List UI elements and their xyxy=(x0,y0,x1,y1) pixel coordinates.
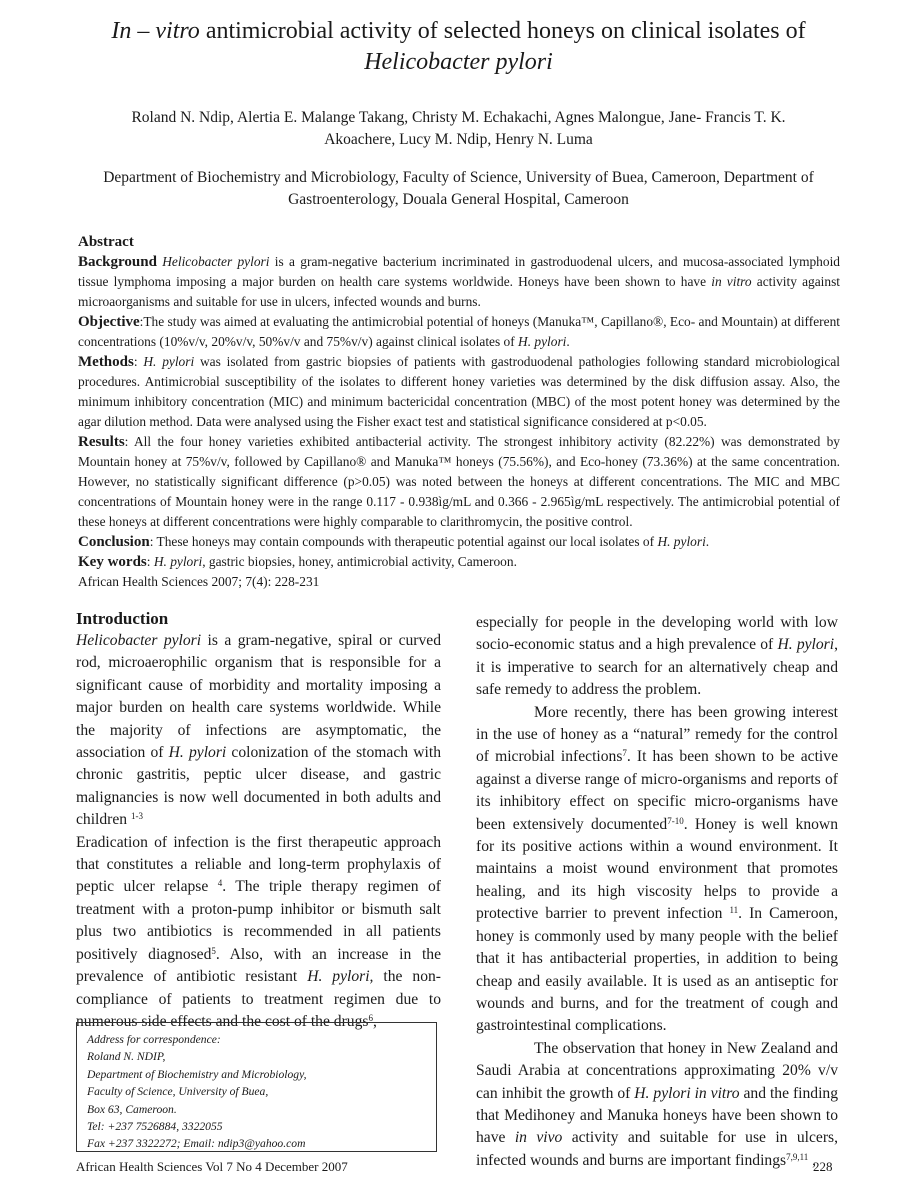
title-italic-prefix: In – vitro xyxy=(111,18,200,44)
title-main: antimicrobial activity of selected honeys on clinical isolates of xyxy=(199,18,806,44)
intro-paragraph-2: Eradication of infection is the first therapeutic approach that constitutes a reliable and long-term prophylaxis of peptic ulcer relapse $^4$. The triple therapy regimen of treatment with a proton-pump inhibitor or bismuth salt plus two antibiotics is recommended in all patients positively diagnosed$^5$. Also, with an increase in the prevalence of antibiotic resistant H. pylori, the non-compliance of patients to treatment regimen due to numerous side effects and the cost of the drugs$^6$, xyxy=(76,833,441,1030)
abstract-results: Results: All the four honey varieties exhibited antibacterial activity. The strongest inhibitory activity (82.22%) was demonstrated by Mountain honey at 75%v/v, followed by Capillano® and Manuka™ honeys (75.56%), and Eco-honey (73.36%) at the same concentration. However, no statistically significant difference (p>0.05) was noted between the honeys at different concentrations. The MIC and MBC concentrations of Mountain honey were in the range 0.117 - 0.938ìg/mL and 0.366 - 2.965ìg/mL respectively. The antimicrobial potential of these honeys at different concentrations were highly comparable to clarithromycin, the positive control. xyxy=(78,434,840,529)
intro-paragraph-5: The observation that honey in New Zealand and Saudi Arabia at concentrations approximating 20% v/v can inhibit the growth of H. pylori in vitro and the finding that Medihoney and Manuka honeys have been shown to have in vivo activity and suitable for use in ulcers, infected wounds and burns are important findings$^{7,9,11}$ , xyxy=(476,1039,838,1169)
left-column xyxy=(76,608,441,1033)
article-title xyxy=(60,16,857,78)
correspondence-box xyxy=(76,1022,437,1152)
author-list: Roland N. Ndip, Alertia E. Malange Takang, Christy M. Echakachi, Agnes Malongue, Jane- Francis T. K. Akoachere, Lucy M. Ndip, Henry N. Luma xyxy=(131,109,786,148)
page-number: 228 xyxy=(813,1159,833,1174)
title-organism: Helicobacter pylori xyxy=(364,49,553,75)
affiliation: Department of Biochemistry and Microbiology, Faculty of Science, University of Buea, Cameroon, Department of Gastroenterology, Douala General Hospital, Cameroon xyxy=(103,169,814,208)
intro-paragraph-1: Helicobacter pylori is a gram-negative, spiral or curved rod, microaerophilic organism that is responsible for a significant cause of morbidity and mortality imposing a major burden on health care systems worldwide. While the majority of infections are asymptomatic, the association of H. pylori colonization of the stomach with chronic gastritis, peptic ulcer disease, and gastric malignancies is now well documented in both adults and children $^{1-3}$ xyxy=(76,632,441,829)
abstract-objective: Objective:The study was aimed at evaluating the antimicrobial potential of honeys (Manuka™, Capillano®, Eco- and Mountain) at different concentrations (10%v/v, 20%v/v, 50%v/v and 75%v/v) against clinical isolates of H. pylori. xyxy=(78,314,840,349)
correspondence-line: Faculty of Science, University of Buea, xyxy=(87,1085,269,1099)
abstract-methods: Methods: H. pylori was isolated from gastric biopsies of patients with gastroduodenal pathologies following standard microbiological procedures. Antimicrobial susceptibility of the isolates to different honey varieties was determined by the disk diffusion assay. Also, the minimum inhibitory concentration (MIC) and minimum bactericidal concentration (MBC) of the most potent honey was determined by the agar dilution method. Data were analysed using the Fisher exact test and statistical significance considered at p<0.05. xyxy=(78,354,841,429)
correspondence-line: Department of Biochemistry and Microbiology, xyxy=(87,1067,307,1081)
abstract-keywords: Key words: H. pylori, gastric biopsies, honey, antimicrobial activity, Cameroon. xyxy=(78,554,517,570)
correspondence-line: Box 63, Cameroon. xyxy=(87,1102,177,1116)
abstract-heading: Abstract xyxy=(78,234,134,250)
intro-paragraph-4: More recently, there has been growing interest in the use of honey as a “natural” remedy for the control of microbial infections$^7$. It has been shown to be active against a diverse range of micro-organisms and reports of its inhibitory effect on specific micro-organisms have been extensively documented$^{7-10}$. Honey is well known for its positive actions within a wound environment. It maintains a moist wound environment that promotes healing, and its high viscosity helps to provide a protective barrier to prevent infection $^{11}$. In Cameroon, honey is commonly used by many people with the belief that it has antibacterial properties, in addition to being cheap and easily available. It is used as an antiseptic for wounds and burns, and for the treatment of cough and gastrointestinal complications. xyxy=(476,703,838,1035)
correspondence-line: Tel: +237 7526884, 3322055 xyxy=(87,1120,223,1134)
footer-journal: African Health Sciences Vol 7 No 4 December 2007 xyxy=(76,1159,348,1174)
right-column xyxy=(476,612,838,1172)
abstract-background: Background Helicobacter pylori is a gram-negative bacterium incriminated in gastroduodenal ulcers, and mucosa-associated lymphoid tissue lymphoma imposing a major burden on health care systems worldwide. Honeys have been shown to have in vitro activity against microaorganisms and suitable for use in ulcers, infected wounds and burns. xyxy=(78,254,840,309)
section-heading-introduction: Introduction xyxy=(76,609,169,628)
journal-citation: African Health Sciences 2007; 7(4): 228-231 xyxy=(78,574,320,589)
abstract xyxy=(78,232,840,592)
abstract-conclusion: Conclusion: These honeys may contain compounds with therapeutic potential against our local isolates of H. pylori. xyxy=(78,534,710,550)
correspondence-label: Address for correspondence: xyxy=(87,1033,221,1046)
correspondence-line: Fax +237 3322272; Email: ndip3@yahoo.com xyxy=(87,1137,306,1151)
correspondence-line: Roland N. NDIP, xyxy=(87,1050,166,1064)
intro-paragraph-3: especially for people in the developing world with low socio-economic status and a high prevalence of H. pylori, it is imperative to search for an alternatively cheap and safe remedy to address the problem. xyxy=(476,614,838,699)
